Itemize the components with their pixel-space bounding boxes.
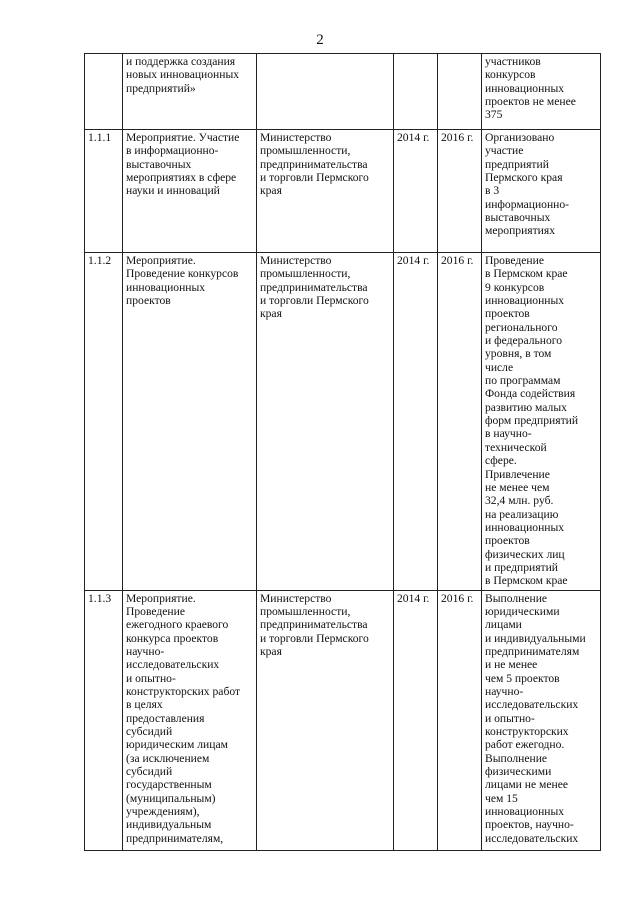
table-row [85, 130, 601, 253]
row-number-cell [85, 130, 123, 253]
activity-name-line: Проведение конкурсов [126, 267, 239, 281]
expected-result-line: лицами [485, 618, 522, 632]
expected-result-line: физическими [485, 765, 552, 779]
expected-result-line: Выполнение [485, 591, 548, 605]
executor-line: и торговли Пермского [260, 171, 369, 185]
row-number-cell [85, 253, 123, 591]
expected-result-line: конкурсов [485, 68, 536, 82]
expected-result-line: Привлечение [485, 467, 550, 481]
activity-name-line: выставочных [126, 157, 192, 171]
executor-line: и торговли Пермского [260, 294, 369, 308]
executor-cell [257, 54, 394, 130]
expected-result-line: Выполнение [485, 751, 548, 765]
activity-name-line: в информационно- [126, 144, 219, 158]
expected-result-line: участников [485, 55, 541, 68]
activity-name-line: Мероприятие. Участие [126, 131, 240, 144]
activity-name-line: и опытно- [126, 671, 176, 685]
executor-line: края [260, 644, 282, 658]
table-row [85, 253, 601, 591]
expected-result-line: инновационных [485, 520, 565, 534]
start-year-cell [394, 253, 438, 591]
executor-line: Министерство [260, 591, 332, 605]
expected-result-line: проектов [485, 307, 530, 321]
expected-result-line: физических лиц [485, 547, 565, 561]
expected-result-line: юридическими [485, 604, 560, 618]
activity-name-line: и поддержка создания [126, 55, 236, 68]
expected-result-line: проектов, научно- [485, 818, 574, 832]
activity-name-line: юридическим лицам [126, 738, 228, 752]
expected-result-line: и предприятий [485, 560, 559, 574]
row-number: 1.1.2 [88, 254, 112, 267]
activity-name-line: предоставления [126, 711, 205, 725]
activity-name-line: мероприятиях в сфере [126, 171, 237, 185]
expected-result-line: информационно- [485, 197, 570, 211]
expected-result-line: числе [485, 360, 514, 374]
expected-result-line: в 3 [485, 184, 500, 198]
activity-name-line: науки и инноваций [126, 184, 220, 198]
expected-result-line: и не менее [485, 658, 538, 672]
activity-name-line: инновационных [126, 280, 206, 294]
table-row [85, 590, 601, 850]
expected-result-cell [482, 253, 601, 591]
activity-name-cell [123, 130, 257, 253]
expected-result-line: Организовано [485, 131, 555, 144]
expected-result-line: Фонда содействия [485, 387, 576, 401]
activity-name-line: конструкторских работ [126, 685, 241, 698]
executor-line: промышленности, [260, 267, 351, 281]
expected-result-line: инновационных [485, 805, 565, 819]
expected-result-line: по программам [485, 374, 561, 388]
activity-name-line: государственным [126, 778, 212, 792]
program-activities-table [84, 53, 601, 851]
activity-name-cell [123, 253, 257, 591]
executor-cell [257, 130, 394, 253]
expected-result-line: конструкторских [485, 725, 569, 739]
expected-result-line: и опытно- [485, 711, 535, 725]
start-year: 2014 г. [397, 254, 430, 267]
expected-result-line: мероприятиях [485, 224, 556, 238]
expected-result-line: исследовательских [485, 698, 579, 712]
executor-line: промышленности, [260, 144, 351, 158]
table-body [85, 54, 601, 851]
expected-result-line: 32,4 млн. руб. [485, 494, 554, 508]
expected-result-line: не менее чем [485, 480, 550, 494]
expected-result-line: исследовательских [485, 831, 579, 845]
end-year-cell [438, 253, 482, 591]
expected-result-line: уровня, в том [485, 347, 552, 361]
executor-line: предпринимательства [260, 157, 368, 171]
activity-name-line: проектов [126, 294, 171, 308]
activity-name-line: индивидуальным [126, 818, 212, 832]
expected-result-line: в научно- [485, 427, 532, 441]
activity-name-line: Мероприятие. [126, 254, 196, 267]
row-number: 1.1.1 [88, 131, 112, 144]
end-year-cell [438, 590, 482, 850]
expected-result-cell [482, 130, 601, 253]
executor-cell [257, 590, 394, 850]
activity-name-line: учреждениям), [126, 805, 200, 819]
expected-result-line: Пермского края [485, 171, 563, 185]
expected-result-line: регионального [485, 320, 558, 334]
expected-result-line: предпринимателям [485, 644, 580, 658]
expected-result-line: Проведение [485, 254, 544, 267]
expected-result-line: в Пермском крае [485, 574, 568, 588]
activity-name-line: предприятий» [126, 81, 196, 95]
start-year-cell [394, 590, 438, 850]
end-year: 2016 г. [441, 591, 474, 605]
expected-result-line: предприятий [485, 157, 549, 171]
executor-line: и торговли Пермского [260, 631, 369, 645]
executor-line: предпринимательства [260, 618, 368, 632]
activity-name-line: предпринимателям, [126, 831, 224, 845]
executor-cell [257, 253, 394, 591]
expected-result-line: выставочных [485, 211, 551, 225]
executor-line: предпринимательства [260, 280, 368, 294]
activity-name-line: субсидий [126, 765, 173, 779]
expected-result-cell [482, 54, 601, 130]
activity-name-line: научно- [126, 644, 165, 658]
executor-line: Министерство [260, 254, 332, 267]
expected-result-line: технической [485, 440, 547, 454]
expected-result-line: в Пермском крае [485, 267, 568, 281]
expected-result-line: развитию малых [485, 400, 567, 414]
expected-result-line: работ ежегодно. [485, 738, 565, 752]
activity-name-line: исследовательских [126, 658, 220, 672]
expected-result-line: 375 [485, 108, 503, 122]
activity-name-line: конкурса проектов [126, 631, 219, 645]
executor-line: промышленности, [260, 604, 351, 618]
page-number: 2 [316, 32, 324, 48]
expected-result-cell [482, 590, 601, 850]
expected-result-line: проектов не менее [485, 95, 576, 109]
activity-name-cell [123, 590, 257, 850]
expected-result-line: чем 15 [485, 791, 518, 805]
activity-name-line: в целях [126, 698, 163, 712]
expected-result-line: лицами не менее [485, 778, 569, 792]
activity-name-cell [123, 54, 257, 130]
expected-result-line: 9 конкурсов [485, 280, 545, 294]
expected-result-line: научно- [485, 685, 524, 698]
expected-result-line: инновационных [485, 81, 565, 95]
expected-result-line: проектов [485, 534, 530, 548]
end-year-cell [438, 130, 482, 253]
row-number-cell [85, 590, 123, 850]
executor-line: Министерство [260, 131, 332, 144]
expected-result-line: и федерального [485, 334, 563, 348]
activity-name-line: ежегодного краевого [126, 618, 229, 632]
expected-result-line: инновационных [485, 294, 565, 308]
start-year: 2014 г. [397, 591, 430, 605]
end-year: 2016 г. [441, 254, 474, 267]
expected-result-line: чем 5 проектов [485, 671, 560, 685]
row-number-cell [85, 54, 123, 130]
start-year: 2014 г. [397, 131, 430, 144]
activity-name-line: субсидий [126, 725, 173, 739]
end-year: 2016 г. [441, 131, 474, 144]
activity-name-line: (муниципальным) [126, 791, 216, 805]
expected-result-line: на реализацию [485, 507, 559, 521]
expected-result-line: и индивидуальными [485, 631, 586, 645]
end-year-cell [438, 54, 482, 130]
expected-result-line: сфере. [485, 454, 517, 468]
expected-result-line: участие [485, 144, 524, 158]
table-row [85, 54, 601, 130]
executor-line: края [260, 184, 282, 198]
row-number: 1.1.3 [88, 591, 112, 605]
start-year-cell [394, 130, 438, 253]
activity-name-line: (за исключением [126, 751, 210, 765]
executor-line: края [260, 307, 282, 321]
expected-result-line: форм предприятий [485, 414, 579, 428]
activity-name-line: Проведение [126, 604, 185, 618]
start-year-cell [394, 54, 438, 130]
activity-name-line: Мероприятие. [126, 591, 196, 605]
activity-name-line: новых инновационных [126, 68, 240, 82]
